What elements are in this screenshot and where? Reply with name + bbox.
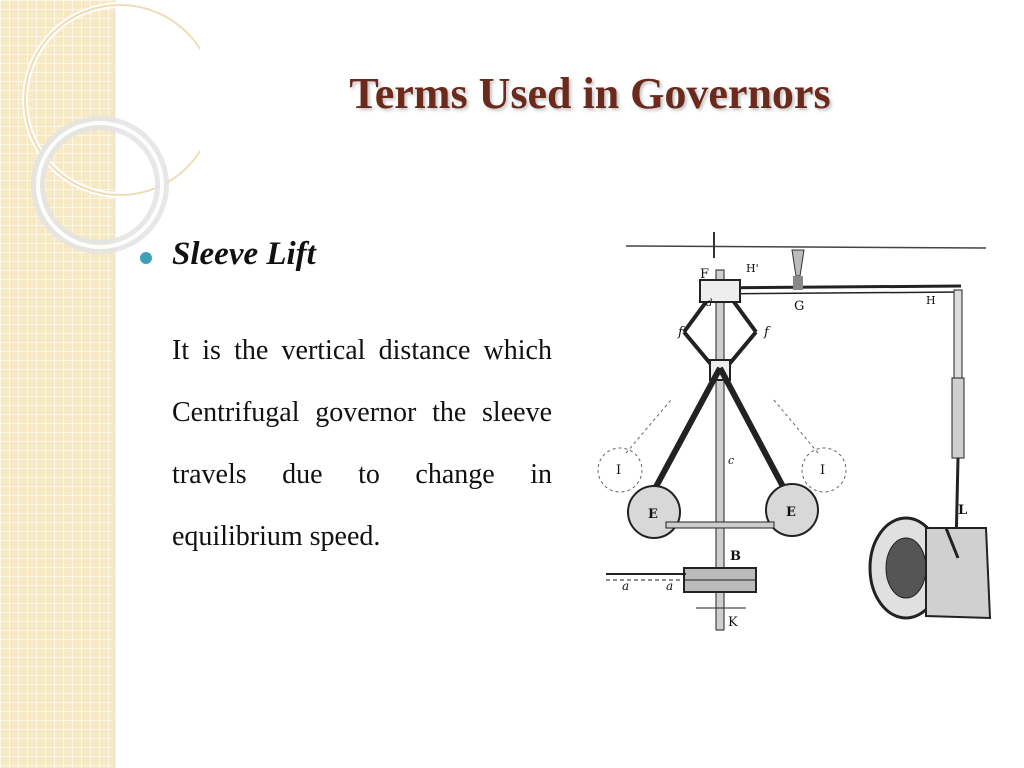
label-a-second: a xyxy=(666,579,674,593)
label-f-right: f xyxy=(764,325,769,340)
engine-drawing xyxy=(870,518,990,618)
bullet-body-text: It is the vertical distance which Centrifugal governor the sleeve travels due to change in equilibrium speed. xyxy=(172,335,552,552)
label-F: F xyxy=(700,267,710,282)
label-I-left: I xyxy=(616,463,622,478)
label-E-right: E xyxy=(786,505,796,520)
label-d: d xyxy=(706,298,713,309)
label-I-right: I xyxy=(820,463,826,478)
label-B: B xyxy=(730,549,741,564)
governor-diagram xyxy=(596,228,996,638)
decorative-rings xyxy=(0,0,200,260)
label-H1: H' xyxy=(746,262,759,275)
label-L: L xyxy=(958,503,968,518)
label-c: c xyxy=(728,454,735,467)
bullet-heading: Sleeve Lift xyxy=(172,236,316,272)
bullet-dot-icon xyxy=(140,252,152,264)
label-H: H xyxy=(926,294,936,307)
label-G: G xyxy=(794,299,805,314)
label-E-left: E xyxy=(648,507,658,522)
label-K: K xyxy=(728,615,738,630)
label-f-left: f xyxy=(678,325,683,340)
slide-title: Terms Used in Governors xyxy=(349,69,831,118)
label-a-first: a xyxy=(622,579,630,593)
